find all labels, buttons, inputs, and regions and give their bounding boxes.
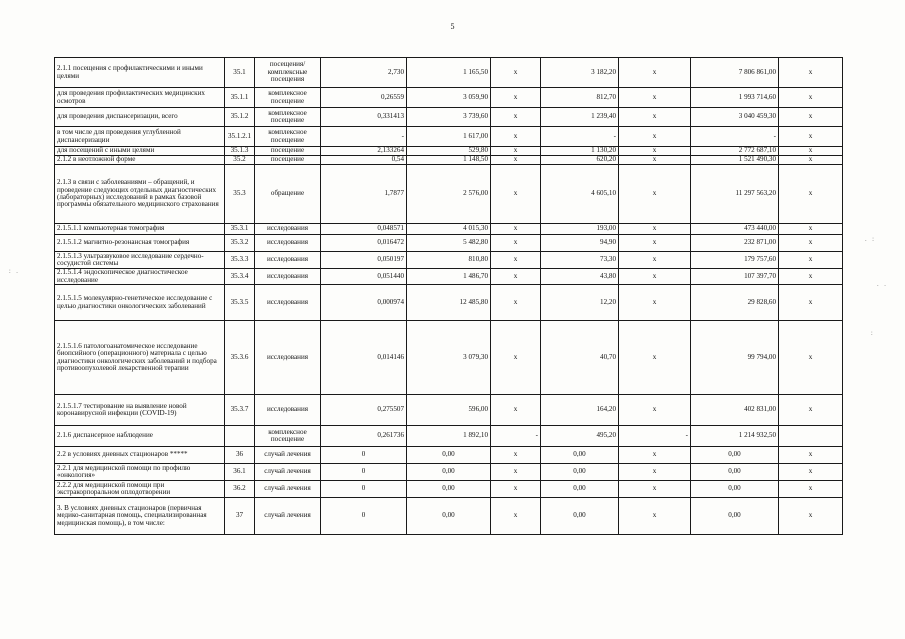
cell-x: х xyxy=(491,481,541,498)
cell-cost: 1 148,50 xyxy=(407,156,491,165)
cell-x: х xyxy=(491,127,541,147)
cell-name: 2.1.6 диспансерное наблюдение xyxy=(55,426,225,447)
cell-cost: 12 485,80 xyxy=(407,285,491,321)
cell-x: х xyxy=(619,165,691,224)
cell-per-capita: 40,70 xyxy=(541,321,619,395)
cell-total: 402 831,00 xyxy=(691,395,779,426)
cell-unit: исследования xyxy=(255,285,321,321)
cell-x: х xyxy=(779,269,843,285)
cell-code: 35.3.1 xyxy=(225,224,255,235)
table-row xyxy=(55,108,843,127)
cell-cost: 4 015,30 xyxy=(407,224,491,235)
cell-x xyxy=(779,426,843,447)
cell-code: 35.1.3 xyxy=(225,147,255,156)
cell-per-capita: 43,80 xyxy=(541,269,619,285)
cell-code: 35.3.4 xyxy=(225,269,255,285)
cell-cost: 1 165,50 xyxy=(407,58,491,88)
cell-name: в том числе для проведения углубленной диспансеризации xyxy=(55,127,225,147)
table-row xyxy=(55,426,843,447)
table-row xyxy=(55,447,843,464)
cell-name: 2.1.3 в связи с заболеваниями – обращений, и проведение следующих отдельных диагностических (лабораторных) исследований в рамках базовой программы обязательного медицинского страхования xyxy=(55,165,225,224)
cell-unit: посещения/комплексные посещения xyxy=(255,58,321,88)
table-row xyxy=(55,252,843,269)
cell-per-capita: 94,90 xyxy=(541,235,619,252)
scan-mark: . : xyxy=(864,236,875,243)
table-row xyxy=(55,88,843,108)
cell-cost: 0,00 xyxy=(407,447,491,464)
cell-x: х xyxy=(779,147,843,156)
cell-cost: 0,00 xyxy=(407,481,491,498)
cell-volume: 0,050197 xyxy=(321,252,407,269)
cell-x: х xyxy=(491,156,541,165)
cell-x: х xyxy=(619,395,691,426)
cell-x: х xyxy=(619,147,691,156)
table-row xyxy=(55,269,843,285)
cell-name: 2.1.5.1.4 эндоскопическое диагностическое исследование xyxy=(55,269,225,285)
cell-code: 35.3.3 xyxy=(225,252,255,269)
cell-x: - xyxy=(619,426,691,447)
cell-x: х xyxy=(779,224,843,235)
cell-code: 35.3.5 xyxy=(225,285,255,321)
cell-total: 99 794,00 xyxy=(691,321,779,395)
cell-volume: 0,000974 xyxy=(321,285,407,321)
table-row xyxy=(55,235,843,252)
cell-total: 11 297 563,20 xyxy=(691,165,779,224)
cell-x: х xyxy=(491,165,541,224)
cell-code: 36.1 xyxy=(225,464,255,481)
scan-mark: : . xyxy=(8,268,19,275)
cell-name: 2.2.1 для медицинской помощи по профилю «онкология» xyxy=(55,464,225,481)
cell-x: х xyxy=(779,156,843,165)
cell-name: 2.1.5.1.6 патологоанатомическое исследование биопсийного (операционного) материала с целью диагностики онкологических заболеваний и подбора противоопухолевой лекарственной терапии xyxy=(55,321,225,395)
cell-x: х xyxy=(619,464,691,481)
cell-per-capita: 1 130,20 xyxy=(541,147,619,156)
financing-table xyxy=(54,57,843,535)
cell-volume: 0 xyxy=(321,464,407,481)
cell-x: х xyxy=(779,481,843,498)
cell-x: х xyxy=(619,285,691,321)
cell-name: 3. В условиях дневных стационаров (первичная медико-санитарная помощь, специализированная медицинская помощь), в том числе: xyxy=(55,498,225,535)
cell-unit: комплексное посещение xyxy=(255,426,321,447)
cell-name: 2.1.1 посещения с профилактическими и иными целями xyxy=(55,58,225,88)
cell-total: 1 993 714,60 xyxy=(691,88,779,108)
cell-unit: случай лечения xyxy=(255,464,321,481)
cell-x: х xyxy=(491,447,541,464)
cell-total: 3 040 459,30 xyxy=(691,108,779,127)
cell-volume: 0,54 xyxy=(321,156,407,165)
cell-volume: 0,016472 xyxy=(321,235,407,252)
cell-code: 36 xyxy=(225,447,255,464)
scan-mark: . . xyxy=(876,281,887,288)
cell-per-capita: - xyxy=(541,127,619,147)
cell-volume: 0,26559 xyxy=(321,88,407,108)
cell-total: - xyxy=(691,127,779,147)
cell-x: х xyxy=(779,321,843,395)
cell-name: для проведения диспансеризации, всего xyxy=(55,108,225,127)
cell-x: х xyxy=(779,285,843,321)
cell-x: х xyxy=(779,464,843,481)
table-row xyxy=(55,147,843,156)
cell-cost: 0,00 xyxy=(407,498,491,535)
cell-volume: 0,051440 xyxy=(321,269,407,285)
cell-total: 107 397,70 xyxy=(691,269,779,285)
cell-unit: исследования xyxy=(255,252,321,269)
table-row xyxy=(55,127,843,147)
cell-total: 1 214 932,50 xyxy=(691,426,779,447)
cell-unit: комплексное посещение xyxy=(255,127,321,147)
cell-x: х xyxy=(491,108,541,127)
cell-x: х xyxy=(619,321,691,395)
cell-name: 2.1.5.1.3 ультразвуковое исследование сердечно-сосудистой системы xyxy=(55,252,225,269)
cell-name: 2.1.5.1.1 компьютерная томография xyxy=(55,224,225,235)
cell-code: 35.1.1 xyxy=(225,88,255,108)
cell-x: х xyxy=(619,269,691,285)
cell-per-capita: 0,00 xyxy=(541,498,619,535)
cell-unit: исследования xyxy=(255,235,321,252)
table-row xyxy=(55,58,843,88)
cell-per-capita: 3 182,20 xyxy=(541,58,619,88)
table-row xyxy=(55,156,843,165)
cell-cost: 3 079,30 xyxy=(407,321,491,395)
page-number: 5 xyxy=(450,22,455,31)
cell-code: 35.1.2.1 xyxy=(225,127,255,147)
cell-name: 2.1.5.1.2 магнитно-резонансная томография xyxy=(55,235,225,252)
cell-volume: 0,014146 xyxy=(321,321,407,395)
table-row xyxy=(55,395,843,426)
cell-total: 179 757,60 xyxy=(691,252,779,269)
cell-x: х xyxy=(779,58,843,88)
cell-total: 29 828,60 xyxy=(691,285,779,321)
cell-per-capita: 620,20 xyxy=(541,156,619,165)
cell-cost: 3 739,60 xyxy=(407,108,491,127)
cell-cost: 596,00 xyxy=(407,395,491,426)
cell-volume: - xyxy=(321,127,407,147)
cell-volume: 0,331413 xyxy=(321,108,407,127)
cell-x: х xyxy=(619,224,691,235)
cell-total: 0,00 xyxy=(691,498,779,535)
cell-per-capita: 495,20 xyxy=(541,426,619,447)
cell-unit: исследования xyxy=(255,395,321,426)
cell-volume: 0 xyxy=(321,481,407,498)
cell-unit: исследования xyxy=(255,224,321,235)
cell-per-capita: 73,30 xyxy=(541,252,619,269)
cell-x: х xyxy=(619,127,691,147)
cell-volume: 0,048571 xyxy=(321,224,407,235)
table-row xyxy=(55,464,843,481)
cell-name: 2.1.5.1.5 молекулярно-генетическое исследование с целью диагностики онкологических заболеваний xyxy=(55,285,225,321)
cell-x: х xyxy=(491,147,541,156)
cell-x: х xyxy=(491,285,541,321)
cell-x: х xyxy=(491,58,541,88)
cell-volume: 2,133264 xyxy=(321,147,407,156)
cell-x: х xyxy=(619,88,691,108)
cell-name: 2.2.2 для медицинской помощи при экстракорпоральном оплодотворении xyxy=(55,481,225,498)
cell-unit: исследования xyxy=(255,321,321,395)
cell-total: 0,00 xyxy=(691,481,779,498)
cell-total: 0,00 xyxy=(691,464,779,481)
cell-total: 1 521 490,30 xyxy=(691,156,779,165)
cell-cost: 529,80 xyxy=(407,147,491,156)
cell-cost: 2 576,00 xyxy=(407,165,491,224)
cell-x: х xyxy=(619,481,691,498)
cell-x: х xyxy=(491,235,541,252)
cell-code: 37 xyxy=(225,498,255,535)
cell-unit: исследования xyxy=(255,269,321,285)
cell-x: х xyxy=(491,252,541,269)
cell-per-capita: 812,70 xyxy=(541,88,619,108)
cell-x: - xyxy=(491,426,541,447)
cell-unit: обращение xyxy=(255,165,321,224)
cell-x: х xyxy=(779,252,843,269)
cell-x: х xyxy=(491,498,541,535)
cell-total: 232 871,00 xyxy=(691,235,779,252)
cell-x: х xyxy=(779,447,843,464)
table-row xyxy=(55,481,843,498)
cell-per-capita: 193,00 xyxy=(541,224,619,235)
cell-per-capita: 4 605,10 xyxy=(541,165,619,224)
cell-x: х xyxy=(619,235,691,252)
cell-total: 7 806 861,00 xyxy=(691,58,779,88)
cell-unit: случай лечения xyxy=(255,447,321,464)
cell-x: х xyxy=(779,127,843,147)
cell-per-capita: 12,20 xyxy=(541,285,619,321)
cell-code: 35.3.7 xyxy=(225,395,255,426)
table-row xyxy=(55,285,843,321)
cell-x: х xyxy=(491,321,541,395)
cell-unit: комплексное посещение xyxy=(255,88,321,108)
cell-code xyxy=(225,426,255,447)
cell-x: х xyxy=(491,269,541,285)
cell-x: х xyxy=(619,108,691,127)
cell-name: для проведения профилактических медицинских осмотров xyxy=(55,88,225,108)
cell-cost: 1 617,00 xyxy=(407,127,491,147)
cell-name: 2.1.5.1.7 тестирование на выявление новой коронавирусной инфекции (COVID-19) xyxy=(55,395,225,426)
cell-volume: 0 xyxy=(321,447,407,464)
cell-code: 36.2 xyxy=(225,481,255,498)
cell-cost: 3 059,90 xyxy=(407,88,491,108)
cell-name: 2.2 в условиях дневных стационаров ***** xyxy=(55,447,225,464)
table-row xyxy=(55,165,843,224)
cell-cost: 5 482,80 xyxy=(407,235,491,252)
cell-code: 35.3 xyxy=(225,165,255,224)
cell-x: х xyxy=(491,395,541,426)
cell-code: 35.2 xyxy=(225,156,255,165)
cell-per-capita: 0,00 xyxy=(541,464,619,481)
cell-cost: 1 892,10 xyxy=(407,426,491,447)
table-body xyxy=(55,58,843,535)
cell-unit: комплексное посещение xyxy=(255,108,321,127)
cell-total: 473 440,00 xyxy=(691,224,779,235)
cell-per-capita: 0,00 xyxy=(541,447,619,464)
cell-code: 35.3.2 xyxy=(225,235,255,252)
cell-x: х xyxy=(779,395,843,426)
cell-per-capita: 164,20 xyxy=(541,395,619,426)
cell-volume: 1,7877 xyxy=(321,165,407,224)
cell-code: 35.1.2 xyxy=(225,108,255,127)
table-row xyxy=(55,321,843,395)
cell-x: х xyxy=(619,252,691,269)
cell-x: х xyxy=(491,464,541,481)
cell-x: х xyxy=(619,498,691,535)
cell-name: 2.1.2 в неотложной форме xyxy=(55,156,225,165)
cell-volume: 0,261736 xyxy=(321,426,407,447)
cell-code: 35.3.6 xyxy=(225,321,255,395)
cell-x: х xyxy=(779,498,843,535)
cell-cost: 1 486,70 xyxy=(407,269,491,285)
cell-cost: 810,80 xyxy=(407,252,491,269)
cell-unit: посещение xyxy=(255,147,321,156)
cell-unit: случай лечения xyxy=(255,498,321,535)
table-row xyxy=(55,224,843,235)
cell-x: х xyxy=(779,165,843,224)
cell-x: х xyxy=(779,88,843,108)
cell-volume: 0,275507 xyxy=(321,395,407,426)
cell-total: 2 772 687,10 xyxy=(691,147,779,156)
cell-name: для посещений с иными целями xyxy=(55,147,225,156)
cell-per-capita: 1 239,40 xyxy=(541,108,619,127)
cell-x: х xyxy=(779,108,843,127)
cell-cost: 0,00 xyxy=(407,464,491,481)
cell-x: х xyxy=(619,58,691,88)
table-row xyxy=(55,498,843,535)
cell-x: х xyxy=(619,156,691,165)
cell-unit: случай лечения xyxy=(255,481,321,498)
cell-per-capita: 0,00 xyxy=(541,481,619,498)
cell-unit: посещение xyxy=(255,156,321,165)
cell-x: х xyxy=(491,224,541,235)
cell-volume: 0 xyxy=(321,498,407,535)
cell-volume: 2,730 xyxy=(321,58,407,88)
cell-total: 0,00 xyxy=(691,447,779,464)
cell-x: х xyxy=(491,88,541,108)
scan-mark: : xyxy=(870,330,874,337)
cell-x: х xyxy=(619,447,691,464)
cell-x: х xyxy=(779,235,843,252)
cell-code: 35.1 xyxy=(225,58,255,88)
